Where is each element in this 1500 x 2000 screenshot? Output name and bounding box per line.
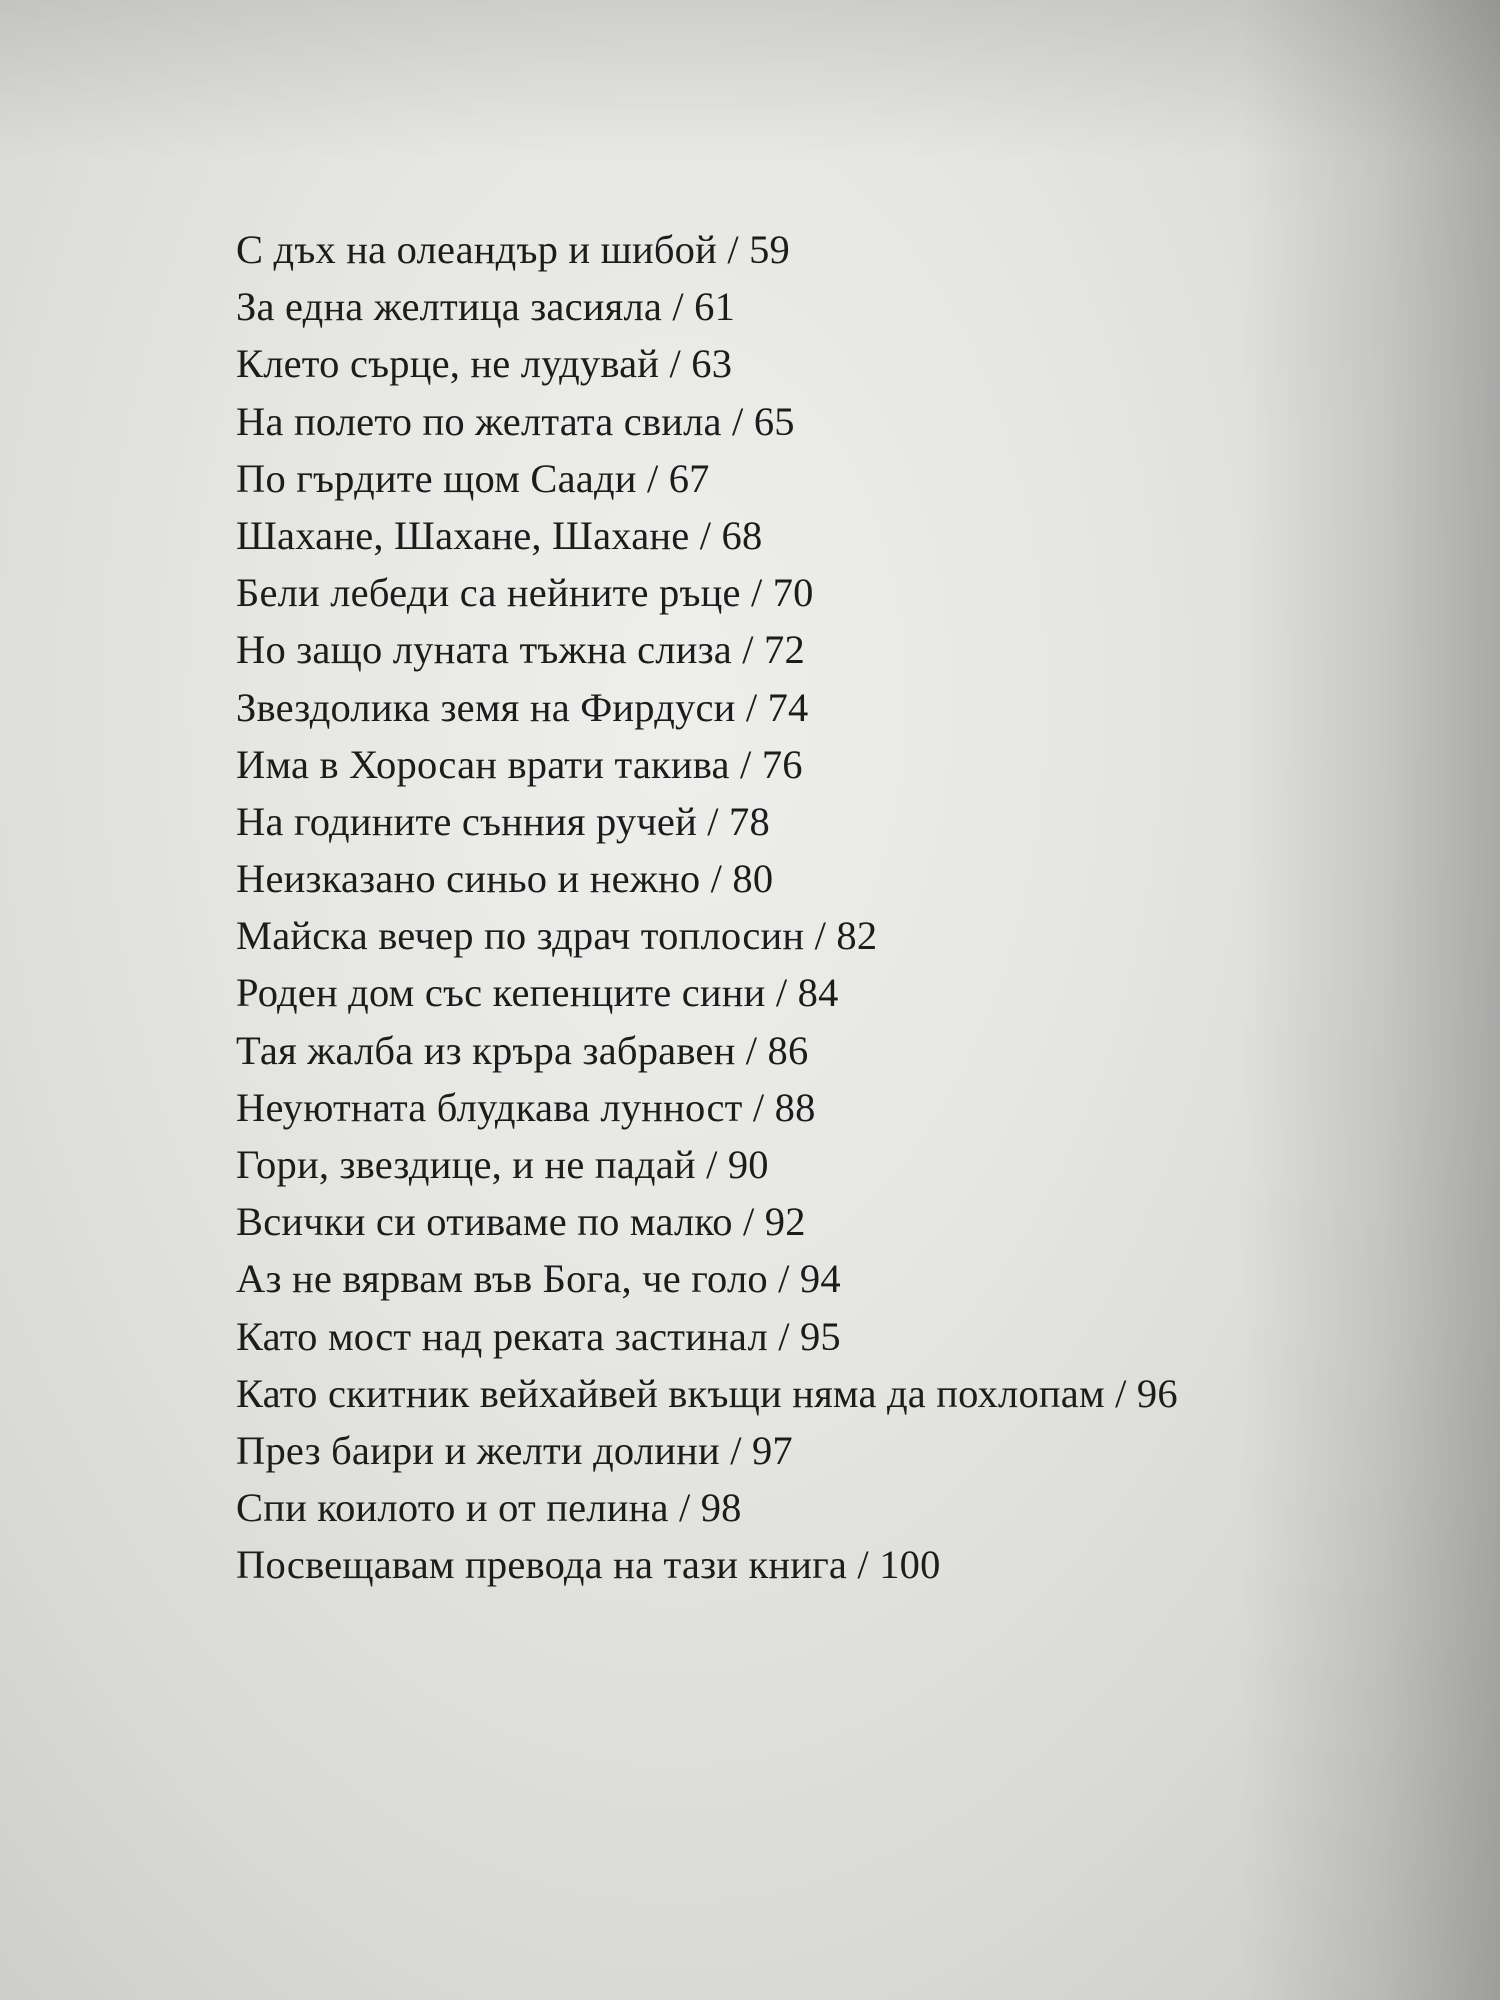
toc-entry: Като скитник вейхайвей вкъщи няма да похлопам / 96 bbox=[236, 1370, 1178, 1416]
toc-entry: Всички си отиваме по малко / 92 bbox=[236, 1199, 806, 1245]
toc-entry: Неуютната блудкава лунност / 88 bbox=[236, 1084, 816, 1130]
toc-entry: През баири и желти долини / 97 bbox=[236, 1427, 793, 1473]
toc-entry: Гори, звездице, и не падай / 90 bbox=[236, 1142, 769, 1187]
book-page bbox=[236, 221, 1416, 1594]
toc-entry: Звездолика земя на Фирдуси / 74 bbox=[236, 684, 809, 730]
table-of-contents bbox=[236, 221, 1416, 1594]
toc-entry: С дъх на олеандър и шибой / 59 bbox=[236, 227, 790, 272]
toc-entry: Но защо луната тъжна слиза / 72 bbox=[236, 627, 805, 673]
toc-entry: Шахане, Шахане, Шахане / 68 bbox=[236, 512, 763, 558]
toc-entry: Неизказано синьо и нежно / 80 bbox=[236, 856, 774, 902]
toc-entry: На полето по желтата свила / 65 bbox=[236, 398, 795, 444]
toc-entry: Посвещавам превода на тази книга / 100 bbox=[236, 1542, 941, 1588]
toc-entry: Клето сърце, не лудувай / 63 bbox=[236, 341, 733, 387]
toc-entry: Като мост над реката застинал / 95 bbox=[236, 1313, 841, 1359]
toc-entry: За една желтица засияла / 61 bbox=[236, 284, 736, 330]
toc-entry: По гърдите щом Саади / 67 bbox=[236, 455, 710, 501]
toc-entry: Майска вечер по здрач топлосин / 82 bbox=[236, 913, 878, 959]
toc-entry: Тая жалба из кръра забравен / 86 bbox=[236, 1027, 809, 1073]
toc-entry: Аз не вярвам във Бога, че голо / 94 bbox=[236, 1256, 841, 1302]
toc-entry: Роден дом със кепенците сини / 84 bbox=[236, 970, 839, 1016]
page-shadow-top bbox=[0, 0, 1500, 160]
toc-entry: На годините сънния ручей / 78 bbox=[236, 798, 770, 844]
toc-entry: Спи коилото и от пелина / 98 bbox=[236, 1485, 742, 1531]
toc-entry: Има в Хоросан врати такива / 76 bbox=[236, 741, 803, 787]
toc-entry: Бели лебеди са нейните ръце / 70 bbox=[236, 570, 814, 616]
